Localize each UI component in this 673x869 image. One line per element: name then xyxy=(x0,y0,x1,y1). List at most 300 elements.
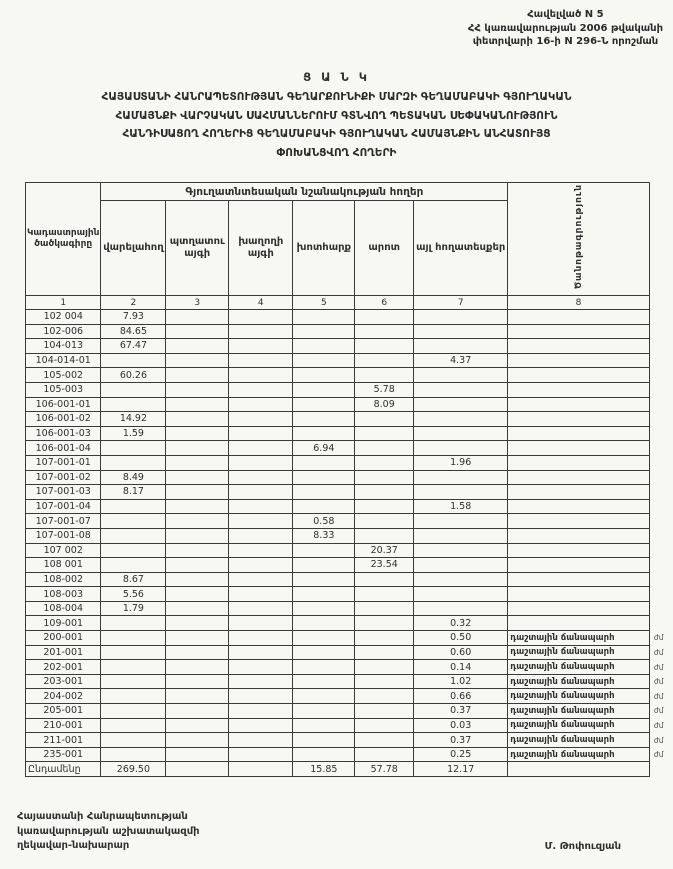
margin-annotation xyxy=(649,558,673,573)
table-row xyxy=(26,382,673,397)
value-cell-col7 xyxy=(414,543,508,558)
value-cell-col2 xyxy=(101,558,166,573)
table-row xyxy=(26,455,673,470)
value-cell-col5 xyxy=(293,689,355,704)
value-cell-col5: 15.85 xyxy=(293,762,355,777)
value-cell-col6: 8.09 xyxy=(355,397,414,412)
table-row xyxy=(26,353,673,368)
margin-annotation xyxy=(649,514,673,529)
column-number-1: 1 xyxy=(26,296,101,310)
value-cell-col5 xyxy=(293,324,355,339)
value-cell-col7 xyxy=(414,382,508,397)
margin-annotation xyxy=(649,470,673,485)
cadastral-code-cell: 107-001-02 xyxy=(26,470,101,485)
value-cell-col6 xyxy=(355,718,414,733)
table-row xyxy=(26,528,673,543)
value-cell-col3 xyxy=(166,660,229,675)
cadastral-code-cell: 108 001 xyxy=(26,558,101,573)
margin-annotation: ժմ xyxy=(653,677,664,687)
value-cell-col2 xyxy=(101,631,166,646)
value-cell-col4 xyxy=(229,572,293,587)
subtitle-line-4: ՓՈԽԱՆՑՎՈՂ ՀՈՂԵՐԻ xyxy=(276,146,397,159)
value-cell-col3 xyxy=(166,674,229,689)
note-cell: դաշտային ճանապարհ xyxy=(508,645,650,660)
table-row xyxy=(26,587,673,602)
cadastral-code-cell: 107 002 xyxy=(26,543,101,558)
margin-annotation xyxy=(649,528,673,543)
value-cell-col5: 6.94 xyxy=(293,441,355,456)
margin-annotation: ժմ xyxy=(653,735,664,745)
value-cell-col2 xyxy=(101,543,166,558)
table-row xyxy=(26,499,673,514)
value-cell-col2 xyxy=(101,674,166,689)
value-cell-col7 xyxy=(414,485,508,500)
value-cell-col5 xyxy=(293,631,355,646)
table-row xyxy=(26,674,673,689)
table-row xyxy=(26,631,673,646)
value-cell-col2 xyxy=(101,455,166,470)
value-cell-col2 xyxy=(101,499,166,514)
value-cell-col2 xyxy=(101,616,166,631)
value-cell-col7: 4.37 xyxy=(414,353,508,368)
value-cell-col2 xyxy=(101,747,166,762)
value-cell-col5: 0.58 xyxy=(293,514,355,529)
cadastral-code-cell: 106-001-02 xyxy=(26,412,101,427)
margin-annotation: ժմ xyxy=(653,647,664,657)
column-header-orchard: պտղատու այգի xyxy=(166,201,229,296)
document-title: Ց Ա Ն Կ xyxy=(303,70,370,84)
value-cell-col7: 0.25 xyxy=(414,747,508,762)
margin-annotation: ժմ xyxy=(653,662,664,672)
note-cell: դաշտային ճանապարհ xyxy=(508,704,650,719)
value-cell-col7 xyxy=(414,339,508,354)
margin-annotation xyxy=(649,762,673,777)
table-body xyxy=(26,310,673,777)
table-row xyxy=(26,426,673,441)
value-cell-col5 xyxy=(293,747,355,762)
margin-annotation xyxy=(649,426,673,441)
value-cell-col5 xyxy=(293,733,355,748)
margin-annotation: ժմ xyxy=(653,720,664,730)
margin-annotation xyxy=(649,368,673,383)
note-cell xyxy=(508,572,650,587)
note-cell xyxy=(508,514,650,529)
column-header-hayfield: խոտհարք xyxy=(293,201,355,296)
column-number-4: 4 xyxy=(229,296,293,310)
value-cell-col7: 0.37 xyxy=(414,704,508,719)
value-cell-col6 xyxy=(355,412,414,427)
table-row xyxy=(26,616,673,631)
value-cell-col5 xyxy=(293,558,355,573)
value-cell-col7 xyxy=(414,558,508,573)
margin-annotation xyxy=(649,601,673,616)
value-cell-col6 xyxy=(355,324,414,339)
margin-annotation xyxy=(649,324,673,339)
value-cell-col3 xyxy=(166,485,229,500)
value-cell-col2: 1.59 xyxy=(101,426,166,441)
value-cell-col4 xyxy=(229,718,293,733)
margin-spacer xyxy=(649,183,673,310)
value-cell-col5 xyxy=(293,485,355,500)
subtitle-line-1: ՀԱՅԱՍՏԱՆԻ ՀԱՆՐԱՊԵՏՈՒԹՅԱՆ ԳԵՂԱՐՔՈՒՆԻՔԻ ՄԱՐԶԻ ԳԵՂԱՄԱԲԱԿԻ ԳՅՈՒՂԱԿԱՆ xyxy=(101,91,572,103)
note-cell xyxy=(508,426,650,441)
cadastral-code-cell: 106-001-03 xyxy=(26,426,101,441)
value-cell-col7 xyxy=(414,587,508,602)
value-cell-col6 xyxy=(355,455,414,470)
column-number-7: 7 xyxy=(414,296,508,310)
value-cell-col2: 67.47 xyxy=(101,339,166,354)
value-cell-col3 xyxy=(166,645,229,660)
value-cell-col7: 1.96 xyxy=(414,455,508,470)
value-cell-col6: 20.37 xyxy=(355,543,414,558)
note-cell xyxy=(508,543,650,558)
value-cell-col5 xyxy=(293,704,355,719)
subtitle-line-3: ՀԱՆԴԻՍԱՑՈՂ ՀՈՂԵՐԻՑ ԳԵՂԱՄԱԲԱԿԻ ԳՅՈՒՂԱԿԱՆ ՀԱՄԱՅՆՔԻՆ ԱՆՀԱՏՈՒՅՑ xyxy=(122,128,551,140)
cadastral-code-cell: 106-001-04 xyxy=(26,441,101,456)
table-row xyxy=(26,645,673,660)
subtitle-line-2: ՀԱՄԱՅՆՔԻ ՎԱՐՉԱԿԱՆ ՍԱՀՄԱՆՆԵՐՈՒՄ ԳՏՆՎՈՂ ՊԵՏԱԿԱՆ ՍԵՓԱԿԱՆՈՒԹՅՈՒՆ xyxy=(115,109,558,122)
value-cell-col7 xyxy=(414,528,508,543)
value-cell-col2: 60.26 xyxy=(101,368,166,383)
value-cell-col6 xyxy=(355,368,414,383)
value-cell-col2 xyxy=(101,660,166,675)
appendix-reference-block xyxy=(468,8,663,49)
appendix-number: Հավելված N 5 xyxy=(527,9,604,20)
note-cell xyxy=(508,470,650,485)
table-row xyxy=(26,514,673,529)
value-cell-col5 xyxy=(293,674,355,689)
cadastral-code-cell: 107-001-07 xyxy=(26,514,101,529)
margin-annotation xyxy=(649,499,673,514)
value-cell-col7: 0.32 xyxy=(414,616,508,631)
group-header-agricultural-lands: Գյուղատնտեսական նշանակության հողեր xyxy=(101,183,508,201)
value-cell-col4 xyxy=(229,514,293,529)
column-header-note xyxy=(508,183,650,296)
table-row xyxy=(26,660,673,675)
margin-annotation xyxy=(649,353,673,368)
note-cell xyxy=(508,441,650,456)
value-cell-col7 xyxy=(414,470,508,485)
cadastral-code-cell: 102 004 xyxy=(26,310,101,325)
note-cell: դաշտային ճանապարհ xyxy=(508,631,650,646)
column-header-vineyard: խաղողի այգի xyxy=(229,201,293,296)
value-cell-col4 xyxy=(229,762,293,777)
footer-line-3: ղեկավար-նախարար xyxy=(17,840,130,851)
value-cell-col3 xyxy=(166,412,229,427)
table-row xyxy=(26,733,673,748)
column-header-other-lands: այլ հողատեսքեր xyxy=(414,201,508,296)
value-cell-col3 xyxy=(166,704,229,719)
value-cell-col4 xyxy=(229,543,293,558)
table-row xyxy=(26,601,673,616)
value-cell-col7 xyxy=(414,426,508,441)
value-cell-col6 xyxy=(355,353,414,368)
table-group-header-row xyxy=(26,183,673,201)
value-cell-col6 xyxy=(355,441,414,456)
note-cell xyxy=(508,412,650,427)
margin-annotation xyxy=(649,485,673,500)
column-number-2: 2 xyxy=(101,296,166,310)
value-cell-col2: 269.50 xyxy=(101,762,166,777)
value-cell-col5 xyxy=(293,470,355,485)
value-cell-col4 xyxy=(229,645,293,660)
value-cell-col3 xyxy=(166,747,229,762)
column-number-8: 8 xyxy=(508,296,650,310)
value-cell-col7 xyxy=(414,412,508,427)
cadastral-code-cell: 204-002 xyxy=(26,689,101,704)
margin-annotation: ժմ xyxy=(653,691,664,701)
value-cell-col6 xyxy=(355,587,414,602)
value-cell-col4 xyxy=(229,485,293,500)
value-cell-col6: 57.78 xyxy=(355,762,414,777)
margin-annotation xyxy=(649,616,673,631)
value-cell-col5 xyxy=(293,368,355,383)
value-cell-col5 xyxy=(293,543,355,558)
margin-annotation xyxy=(649,455,673,470)
value-cell-col7: 1.02 xyxy=(414,674,508,689)
margin-annotation xyxy=(649,397,673,412)
value-cell-col5 xyxy=(293,499,355,514)
land-table xyxy=(25,182,673,777)
value-cell-col7: 0.37 xyxy=(414,733,508,748)
table-row xyxy=(26,412,673,427)
value-cell-col6 xyxy=(355,470,414,485)
value-cell-col5: 8.33 xyxy=(293,528,355,543)
column-number-3: 3 xyxy=(166,296,229,310)
note-cell: դաշտային ճանապարհ xyxy=(508,718,650,733)
value-cell-col5 xyxy=(293,601,355,616)
value-cell-col3 xyxy=(166,441,229,456)
table-row xyxy=(26,324,673,339)
value-cell-col3 xyxy=(166,543,229,558)
cadastral-code-cell: 105-002 xyxy=(26,368,101,383)
value-cell-col2 xyxy=(101,441,166,456)
value-cell-col2: 7.93 xyxy=(101,310,166,325)
column-header-pasture: արոտ xyxy=(355,201,414,296)
value-cell-col7 xyxy=(414,397,508,412)
value-cell-col6 xyxy=(355,704,414,719)
value-cell-col5 xyxy=(293,572,355,587)
table-row xyxy=(26,310,673,325)
value-cell-col7: 0.14 xyxy=(414,660,508,675)
value-cell-col5 xyxy=(293,660,355,675)
table-row xyxy=(26,689,673,704)
value-cell-col3 xyxy=(166,324,229,339)
value-cell-col6 xyxy=(355,733,414,748)
value-cell-col3 xyxy=(166,718,229,733)
value-cell-col6 xyxy=(355,499,414,514)
table-row xyxy=(26,718,673,733)
value-cell-col2: 8.49 xyxy=(101,470,166,485)
value-cell-col2 xyxy=(101,645,166,660)
value-cell-col2 xyxy=(101,528,166,543)
value-cell-col4 xyxy=(229,733,293,748)
note-cell: դաշտային ճանապարհ xyxy=(508,660,650,675)
note-cell xyxy=(508,528,650,543)
value-cell-col2: 1.79 xyxy=(101,601,166,616)
value-cell-col4 xyxy=(229,587,293,602)
value-cell-col5 xyxy=(293,353,355,368)
margin-annotation xyxy=(649,587,673,602)
note-cell xyxy=(508,339,650,354)
value-cell-col7: 0.03 xyxy=(414,718,508,733)
value-cell-col6 xyxy=(355,426,414,441)
table-row xyxy=(26,470,673,485)
value-cell-col3 xyxy=(166,310,229,325)
value-cell-col7: 0.60 xyxy=(414,645,508,660)
value-cell-col6 xyxy=(355,485,414,500)
cadastral-code-cell: 205-001 xyxy=(26,704,101,719)
value-cell-col4 xyxy=(229,631,293,646)
value-cell-col4 xyxy=(229,310,293,325)
cadastral-code-cell: 200-001 xyxy=(26,631,101,646)
table-row xyxy=(26,572,673,587)
margin-annotation xyxy=(649,572,673,587)
value-cell-col4 xyxy=(229,528,293,543)
value-cell-col4 xyxy=(229,689,293,704)
cadastral-code-cell: 107-001-08 xyxy=(26,528,101,543)
value-cell-col6 xyxy=(355,689,414,704)
value-cell-col5 xyxy=(293,718,355,733)
value-cell-col3 xyxy=(166,397,229,412)
note-cell xyxy=(508,324,650,339)
value-cell-col6: 5.78 xyxy=(355,382,414,397)
appendix-decree-line2: փետրվարի 16-ի N 296-Ն որոշման xyxy=(472,36,659,47)
note-cell xyxy=(508,499,650,514)
cadastral-code-cell: 211-001 xyxy=(26,733,101,748)
margin-annotation xyxy=(649,543,673,558)
value-cell-col4 xyxy=(229,353,293,368)
value-cell-col7: 12.17 xyxy=(414,762,508,777)
value-cell-col6 xyxy=(355,616,414,631)
cadastral-code-cell: 107-001-03 xyxy=(26,485,101,500)
table-row xyxy=(26,704,673,719)
value-cell-col6 xyxy=(355,339,414,354)
note-cell xyxy=(508,587,650,602)
value-cell-col3 xyxy=(166,733,229,748)
value-cell-col2: 14.92 xyxy=(101,412,166,427)
value-cell-col4 xyxy=(229,426,293,441)
value-cell-col4 xyxy=(229,747,293,762)
note-cell xyxy=(508,368,650,383)
value-cell-col4 xyxy=(229,616,293,631)
value-cell-col7 xyxy=(414,601,508,616)
cadastral-code-cell: 235-001 xyxy=(26,747,101,762)
value-cell-col3 xyxy=(166,572,229,587)
note-cell xyxy=(508,310,650,325)
value-cell-col3 xyxy=(166,616,229,631)
value-cell-col3 xyxy=(166,762,229,777)
value-cell-col6 xyxy=(355,631,414,646)
cadastral-code-cell: 107-001-01 xyxy=(26,455,101,470)
table-row xyxy=(26,368,673,383)
document-subtitle xyxy=(0,88,673,162)
footer-office-block xyxy=(17,810,200,854)
value-cell-col3 xyxy=(166,455,229,470)
value-cell-col3 xyxy=(166,587,229,602)
value-cell-col7: 0.66 xyxy=(414,689,508,704)
value-cell-col5 xyxy=(293,382,355,397)
value-cell-col7: 1.58 xyxy=(414,499,508,514)
land-table-wrapper xyxy=(25,182,673,777)
value-cell-col5 xyxy=(293,397,355,412)
value-cell-col4 xyxy=(229,455,293,470)
value-cell-col3 xyxy=(166,470,229,485)
cadastral-code-cell: 104-013 xyxy=(26,339,101,354)
margin-annotation xyxy=(649,412,673,427)
footer-line-2: կառավարության աշխատակազմի xyxy=(17,825,200,837)
cadastral-code-cell: 105-003 xyxy=(26,382,101,397)
value-cell-col4 xyxy=(229,499,293,514)
table-total-row xyxy=(26,762,673,777)
value-cell-col3 xyxy=(166,558,229,573)
cadastral-code-cell: 108-004 xyxy=(26,601,101,616)
value-cell-col3 xyxy=(166,353,229,368)
value-cell-col2 xyxy=(101,353,166,368)
value-cell-col5 xyxy=(293,616,355,631)
value-cell-col5 xyxy=(293,412,355,427)
value-cell-col4 xyxy=(229,368,293,383)
note-cell xyxy=(508,485,650,500)
value-cell-col7 xyxy=(414,514,508,529)
value-cell-col2: 5.56 xyxy=(101,587,166,602)
value-cell-col7: 0.50 xyxy=(414,631,508,646)
note-cell: դաշտային ճանապարհ xyxy=(508,674,650,689)
value-cell-col2 xyxy=(101,514,166,529)
value-cell-col4 xyxy=(229,558,293,573)
cadastral-code-cell: 104-014-01 xyxy=(26,353,101,368)
value-cell-col2 xyxy=(101,397,166,412)
value-cell-col4 xyxy=(229,470,293,485)
value-cell-col6 xyxy=(355,747,414,762)
cadastral-code-cell: 202-001 xyxy=(26,660,101,675)
table-row xyxy=(26,747,673,762)
cadastral-code-cell: 108-003 xyxy=(26,587,101,602)
value-cell-col2 xyxy=(101,382,166,397)
cadastral-code-cell: 107-001-04 xyxy=(26,499,101,514)
cadastral-code-cell: 210-001 xyxy=(26,718,101,733)
table-row xyxy=(26,485,673,500)
value-cell-col2 xyxy=(101,689,166,704)
table-row xyxy=(26,441,673,456)
margin-annotation: ժմ xyxy=(653,706,664,716)
value-cell-col3 xyxy=(166,382,229,397)
column-header-cadastral-code: Կադաստրային ծածկագիրը xyxy=(26,183,101,296)
table-row xyxy=(26,543,673,558)
value-cell-col3 xyxy=(166,689,229,704)
value-cell-col7 xyxy=(414,572,508,587)
value-cell-col6: 23.54 xyxy=(355,558,414,573)
margin-annotation xyxy=(649,310,673,325)
value-cell-col3 xyxy=(166,426,229,441)
note-cell: դաշտային ճանապարհ xyxy=(508,689,650,704)
note-cell xyxy=(508,397,650,412)
value-cell-col3 xyxy=(166,601,229,616)
value-cell-col6 xyxy=(355,572,414,587)
signature-name: Մ. Թոփուզյան xyxy=(544,841,621,852)
value-cell-col7 xyxy=(414,441,508,456)
value-cell-col6 xyxy=(355,674,414,689)
note-cell xyxy=(508,616,650,631)
value-cell-col4 xyxy=(229,660,293,675)
value-cell-col5 xyxy=(293,587,355,602)
value-cell-col6 xyxy=(355,528,414,543)
value-cell-col2: 8.17 xyxy=(101,485,166,500)
value-cell-col4 xyxy=(229,412,293,427)
value-cell-col5 xyxy=(293,645,355,660)
cadastral-code-cell: 201-001 xyxy=(26,645,101,660)
cadastral-code-cell: 108-002 xyxy=(26,572,101,587)
